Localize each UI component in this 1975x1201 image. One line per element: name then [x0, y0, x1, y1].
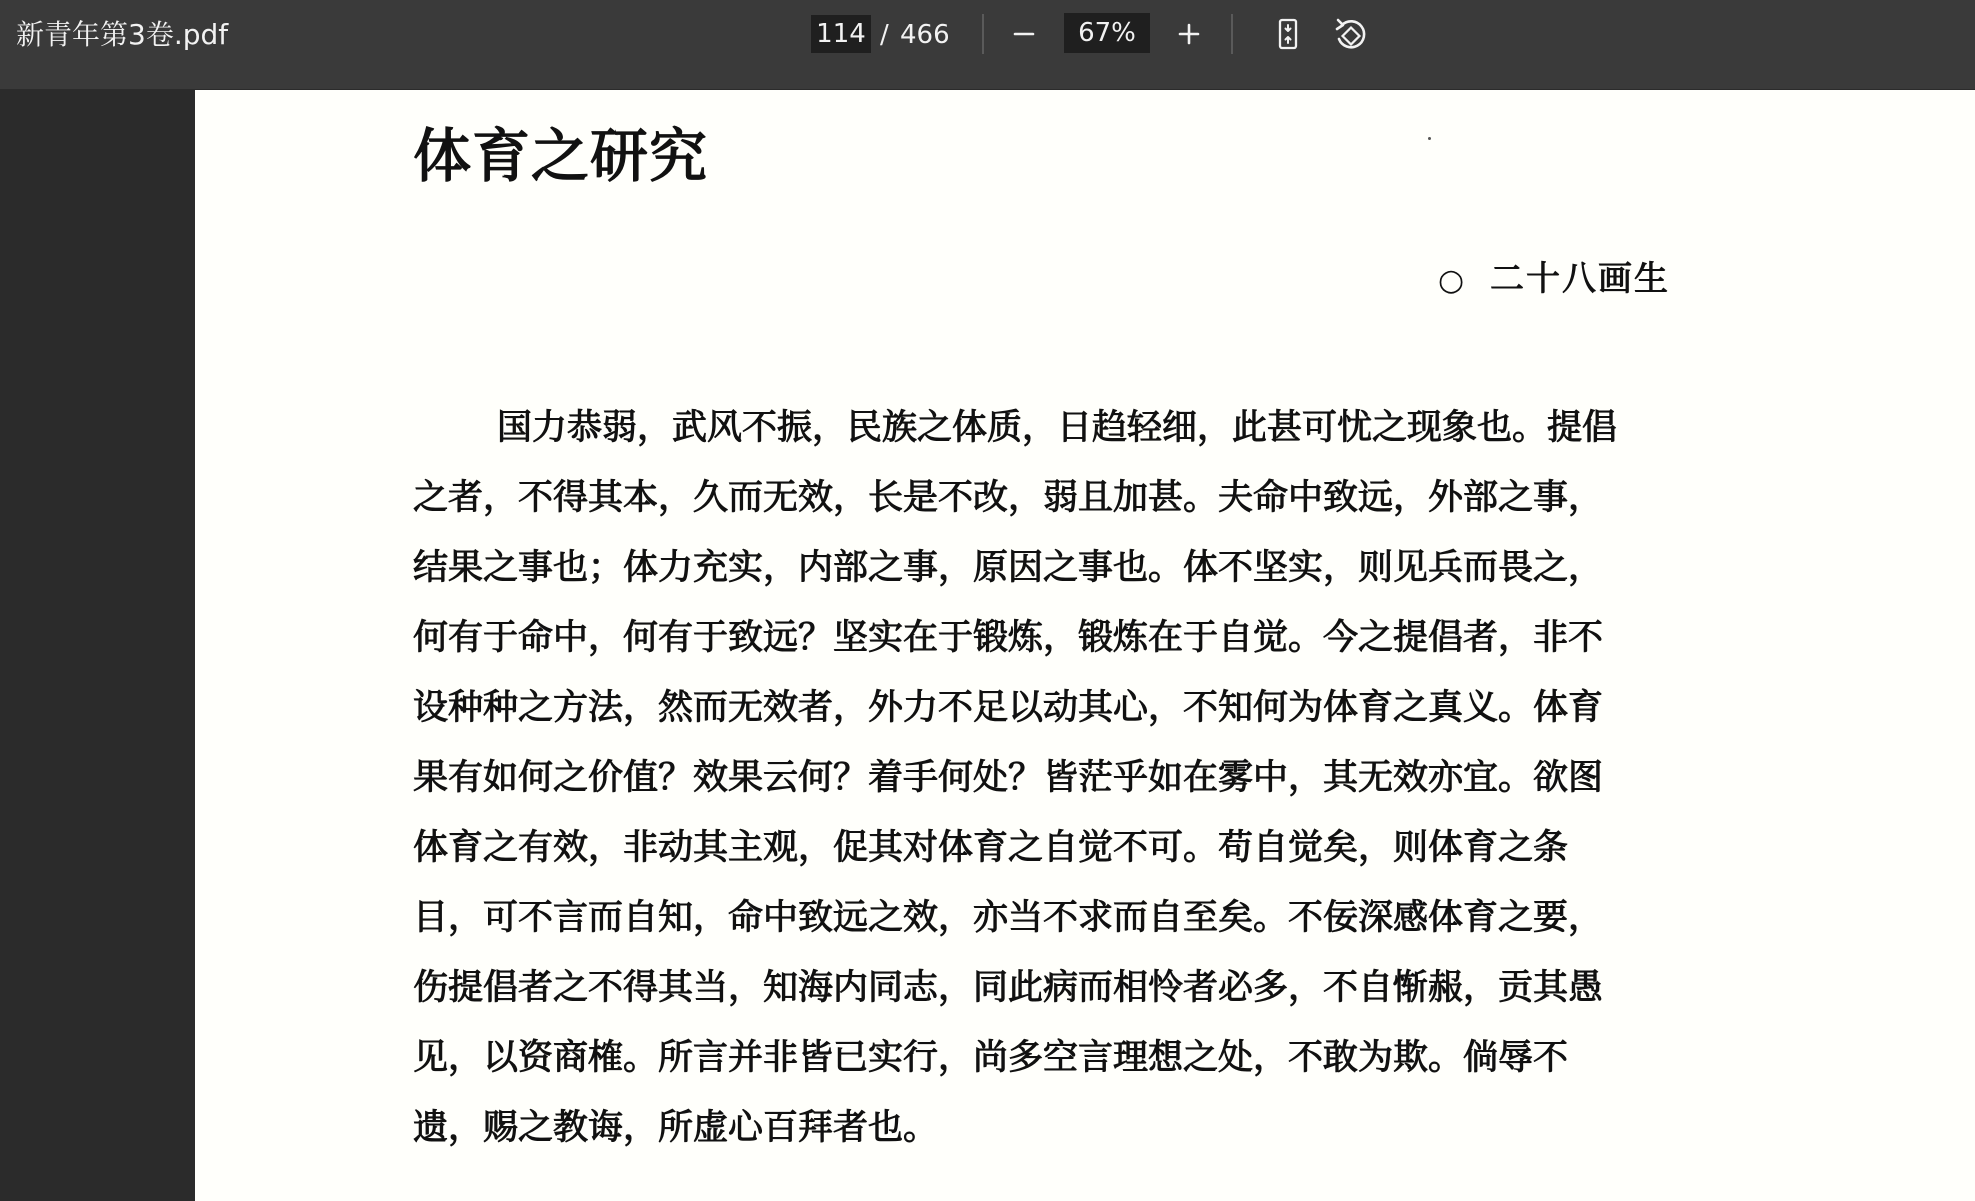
fit-page-button[interactable] [1266, 12, 1310, 56]
author-name: 二十八画生 [1490, 259, 1670, 299]
zoom-level-input[interactable] [1064, 13, 1150, 53]
body-line: 结果之事也；体力充实，内部之事，原因之事也。体不坚实，则见兵而畏之， [413, 547, 1604, 588]
total-pages: 466 [900, 20, 950, 50]
body-line: 果有如何之价值？效果云何？着手何处？皆茫乎如在雾中，其无效亦宜。欲图 [413, 757, 1604, 798]
article-body [413, 393, 1803, 1163]
body-line: 伤提倡者之不得其当，知海内同志，同此病而相怜者必多，不自惭赧，贡其愚 [413, 967, 1604, 1008]
page-separator: / [880, 20, 889, 50]
body-line: 体育之有效，非动其主观，促其对体育之自觉不可。苟自觉矣，则体育之条 [413, 827, 1569, 868]
plus-icon [1175, 20, 1203, 48]
body-line: 之者，不得其本，久而无效，长是不改，弱且加甚。夫命中致远，外部之事， [413, 477, 1604, 518]
pdf-page [195, 90, 1975, 1201]
toolbar-divider [982, 14, 984, 54]
minus-icon [1010, 20, 1038, 48]
scan-speck [1428, 137, 1431, 140]
zoom-out-button[interactable] [1002, 12, 1046, 56]
toolbar-divider [1231, 14, 1233, 54]
rotate-icon [1331, 15, 1369, 53]
body-line: 设种种之方法，然而无效者，外力不足以动其心，不知何为体育之真义。体育 [413, 687, 1604, 728]
article-title: 体育之研究 [413, 122, 709, 190]
rotate-button[interactable] [1328, 12, 1372, 56]
body-line: 遗，赐之教诲，所虚心百拜者也。 [413, 1107, 939, 1148]
body-line: 何有于命中，何有于致远？坚实在于锻炼，锻炼在于自觉。今之提倡者，非不 [413, 617, 1604, 658]
pdf-toolbar [0, 0, 1975, 89]
body-line: 见，以资商榷。所言并非皆已实行，尚多空言理想之处，不敢为欺。倘辱不 [413, 1037, 1569, 1078]
document-title: 新青年第3卷.pdf [16, 18, 229, 51]
fit-page-icon [1273, 17, 1303, 51]
document-viewer[interactable] [0, 89, 1975, 1201]
body-line: 目，可不言而自知，命中致远之效，亦当不求而自至矣。不佞深感体育之要， [413, 897, 1604, 938]
body-line: 国力恭弱，武风不振，民族之体质，日趋轻细，此甚可忧之现象也。提倡 [497, 407, 1618, 448]
zoom-in-button[interactable] [1167, 12, 1211, 56]
author-circle-mark: ○ [1438, 263, 1465, 298]
current-page-input[interactable] [811, 15, 871, 53]
